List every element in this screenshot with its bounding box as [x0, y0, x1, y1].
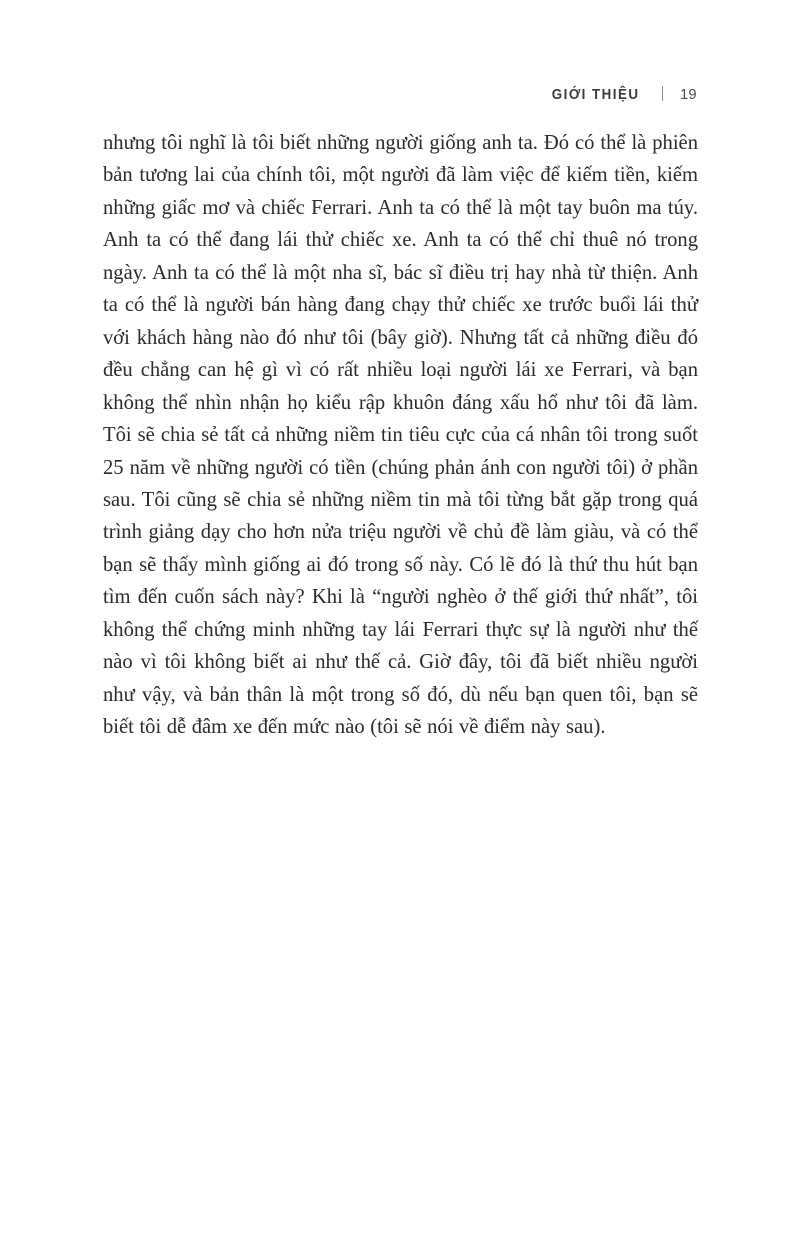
running-header-title: GIỚI THIỆU [551, 87, 640, 103]
body-paragraph: nhưng tôi nghĩ là tôi biết những người giống anh ta. Đó có thể là phiên bản tương lai của chính tôi, một người đã làm việc để kiếm tiền, kiếm những giấc mơ và chiếc Ferrari. Anh ta có thể là một tay buôn ma túy. Anh ta có thể đang lái thử chiếc xe. Anh ta có thể chỉ thuê nó trong ngày. Anh ta có thể là một nha sĩ, bác sĩ điều trị hay nhà từ thiện. Anh ta có thể là người bán hàng đang chạy thử chiếc xe trước buổi lái thử với khách hàng nào đó như tôi (bây giờ). Nhưng tất cả những điều đó đều chẳng can hệ gì vì có rất nhiều loại người lái xe Ferrari, và bạn không thể nhìn nhận họ kiểu rập khuôn đáng xấu hổ như tôi đã làm. Tôi sẽ chia sẻ tất cả những niềm tin tiêu cực của cá nhân tôi trong suốt 25 năm về những người có tiền (chúng phản ánh con người tôi) ở phần sau. Tôi cũng sẽ chia sẻ những niềm tin mà tôi từng bắt gặp trong quá trình giảng dạy cho hơn nửa triệu người về chủ đề làm giàu, và có thể bạn sẽ thấy mình giống ai đó trong số này. Có lẽ đó là thứ thu hút bạn tìm đến cuốn sách này? Khi là “người nghèo ở thế giới thứ nhất”, tôi không thể chứng minh những tay lái Ferrari thực sự là người như thế nào vì tôi không biết ai như thế cả. Giờ đây, tôi đã biết nhiều người như vậy, và bản thân là một trong số đó, dù nếu bạn quen tôi, bạn sẽ biết tôi dễ đâm xe đến mức nào (tôi sẽ nói về điểm này sau). [103, 132, 698, 739]
running-header [103, 84, 697, 106]
page-number: 19 [680, 87, 697, 103]
running-header-separator [662, 86, 663, 101]
body-text-block [103, 127, 698, 744]
